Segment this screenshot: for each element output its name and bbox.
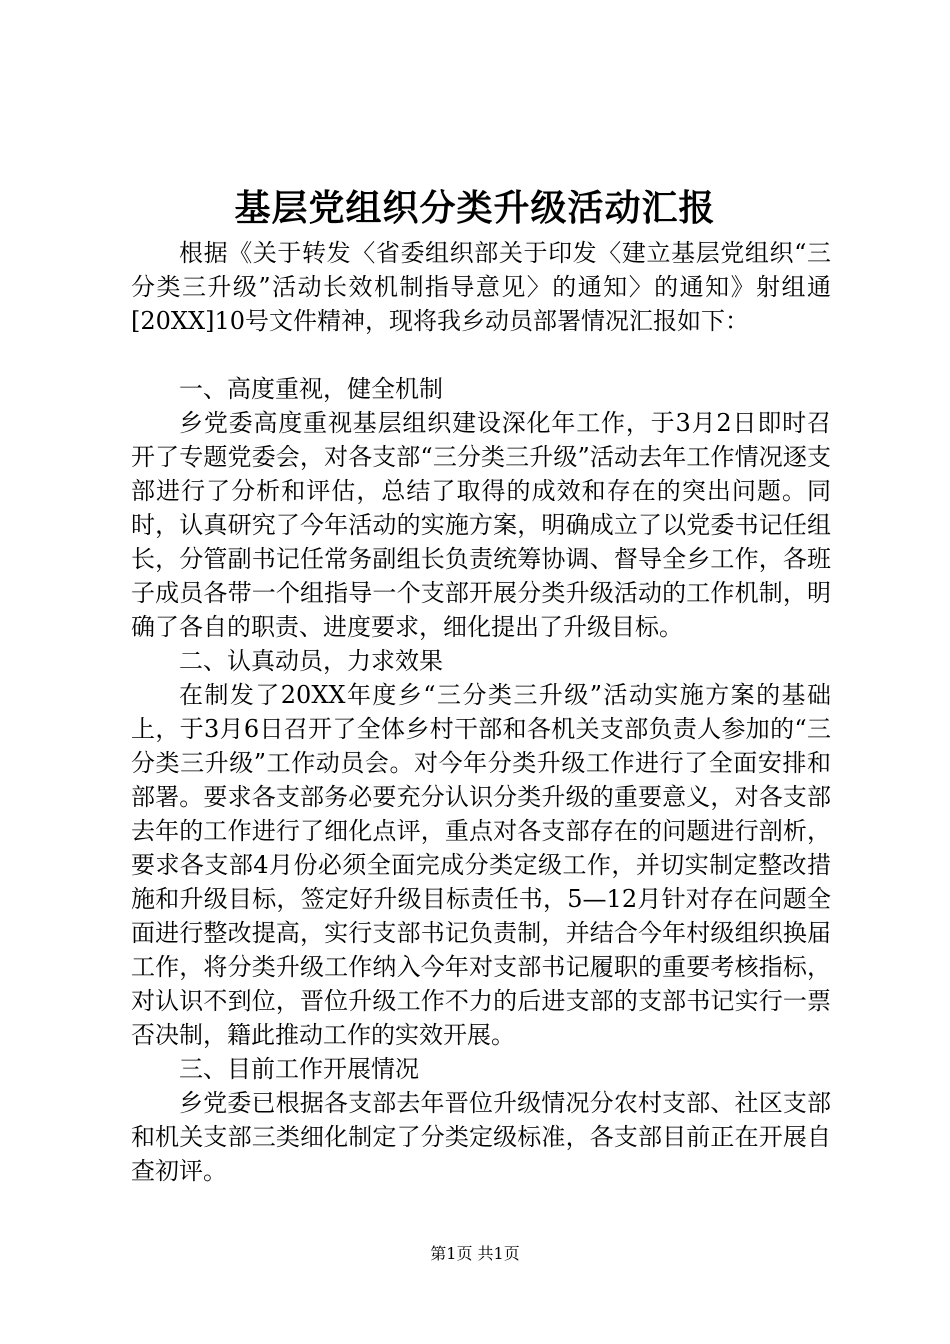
section-heading-3: 三、目前工作开展情况: [179, 1055, 419, 1083]
document-title: 基层党组织分类升级活动汇报: [234, 187, 716, 229]
section-heading-1: 一、高度重视，健全机制: [179, 375, 443, 403]
section-paragraph-2: 在制发了20XX年度乡“三分类三升级”活动实施方案的基础上，于3月6日召开了全体乡村干部和各机关支部负责人参加的“三分类三升级”工作动员会。对今年分类升级工作进行了全面安排和部署。要求各支部务必要充分认识分类升级的重要意义，对各支部去年的工作进行了细化点评，重点对各支部存在的问题进行剖析，要求各支部4月份必须全面完成分类定级工作，并切实制定整改措施和升级目标，签定好升级目标责任书，5—12月针对存在问题全面进行整改提高，实行支部书记负责制，并结合今年村级组织换届工作，将分类升级工作纳入今年对支部书记履职的重要考核指标，对认识不到位，晋位升级工作不力的后进支部的支部书记实行一票否决制，籍此推动工作的实效开展。: [131, 681, 831, 1049]
section-heading-2: 二、认真动员，力求效果: [179, 647, 443, 675]
intro-paragraph: 根据《关于转发〈省委组织部关于印发〈建立基层党组织“三分类三升级”活动长效机制指导意见〉的通知〉的通知》射组通[20XX]10号文件精神，现将我乡动员部署情况汇报如下：: [131, 239, 831, 335]
page-number-footer: 第1页 共1页: [430, 1244, 520, 1263]
section-paragraph-1: 乡党委高度重视基层组织建设深化年工作，于3月2日即时召开了专题党委会，对各支部“三分类三升级”活动去年工作情况逐支部进行了分析和评估，总结了取得的成效和存在的突出问题。同时，认真研究了今年活动的实施方案，明确成立了以党委书记任组长，分管副书记任常务副组长负责统筹协调、督导全乡工作，各班子成员各带一个组指导一个支部开展分类升级活动的工作机制，明确了各自的职责、进度要求，细化提出了升级目标。: [131, 409, 831, 641]
blank-line: [131, 338, 831, 372]
document-body: [131, 236, 831, 1188]
section-paragraph-3: 乡党委已根据各支部去年晋位升级情况分农村支部、社区支部和机关支部三类细化制定了分类定级标准，各支部目前正在开展自查初评。: [131, 1089, 831, 1185]
